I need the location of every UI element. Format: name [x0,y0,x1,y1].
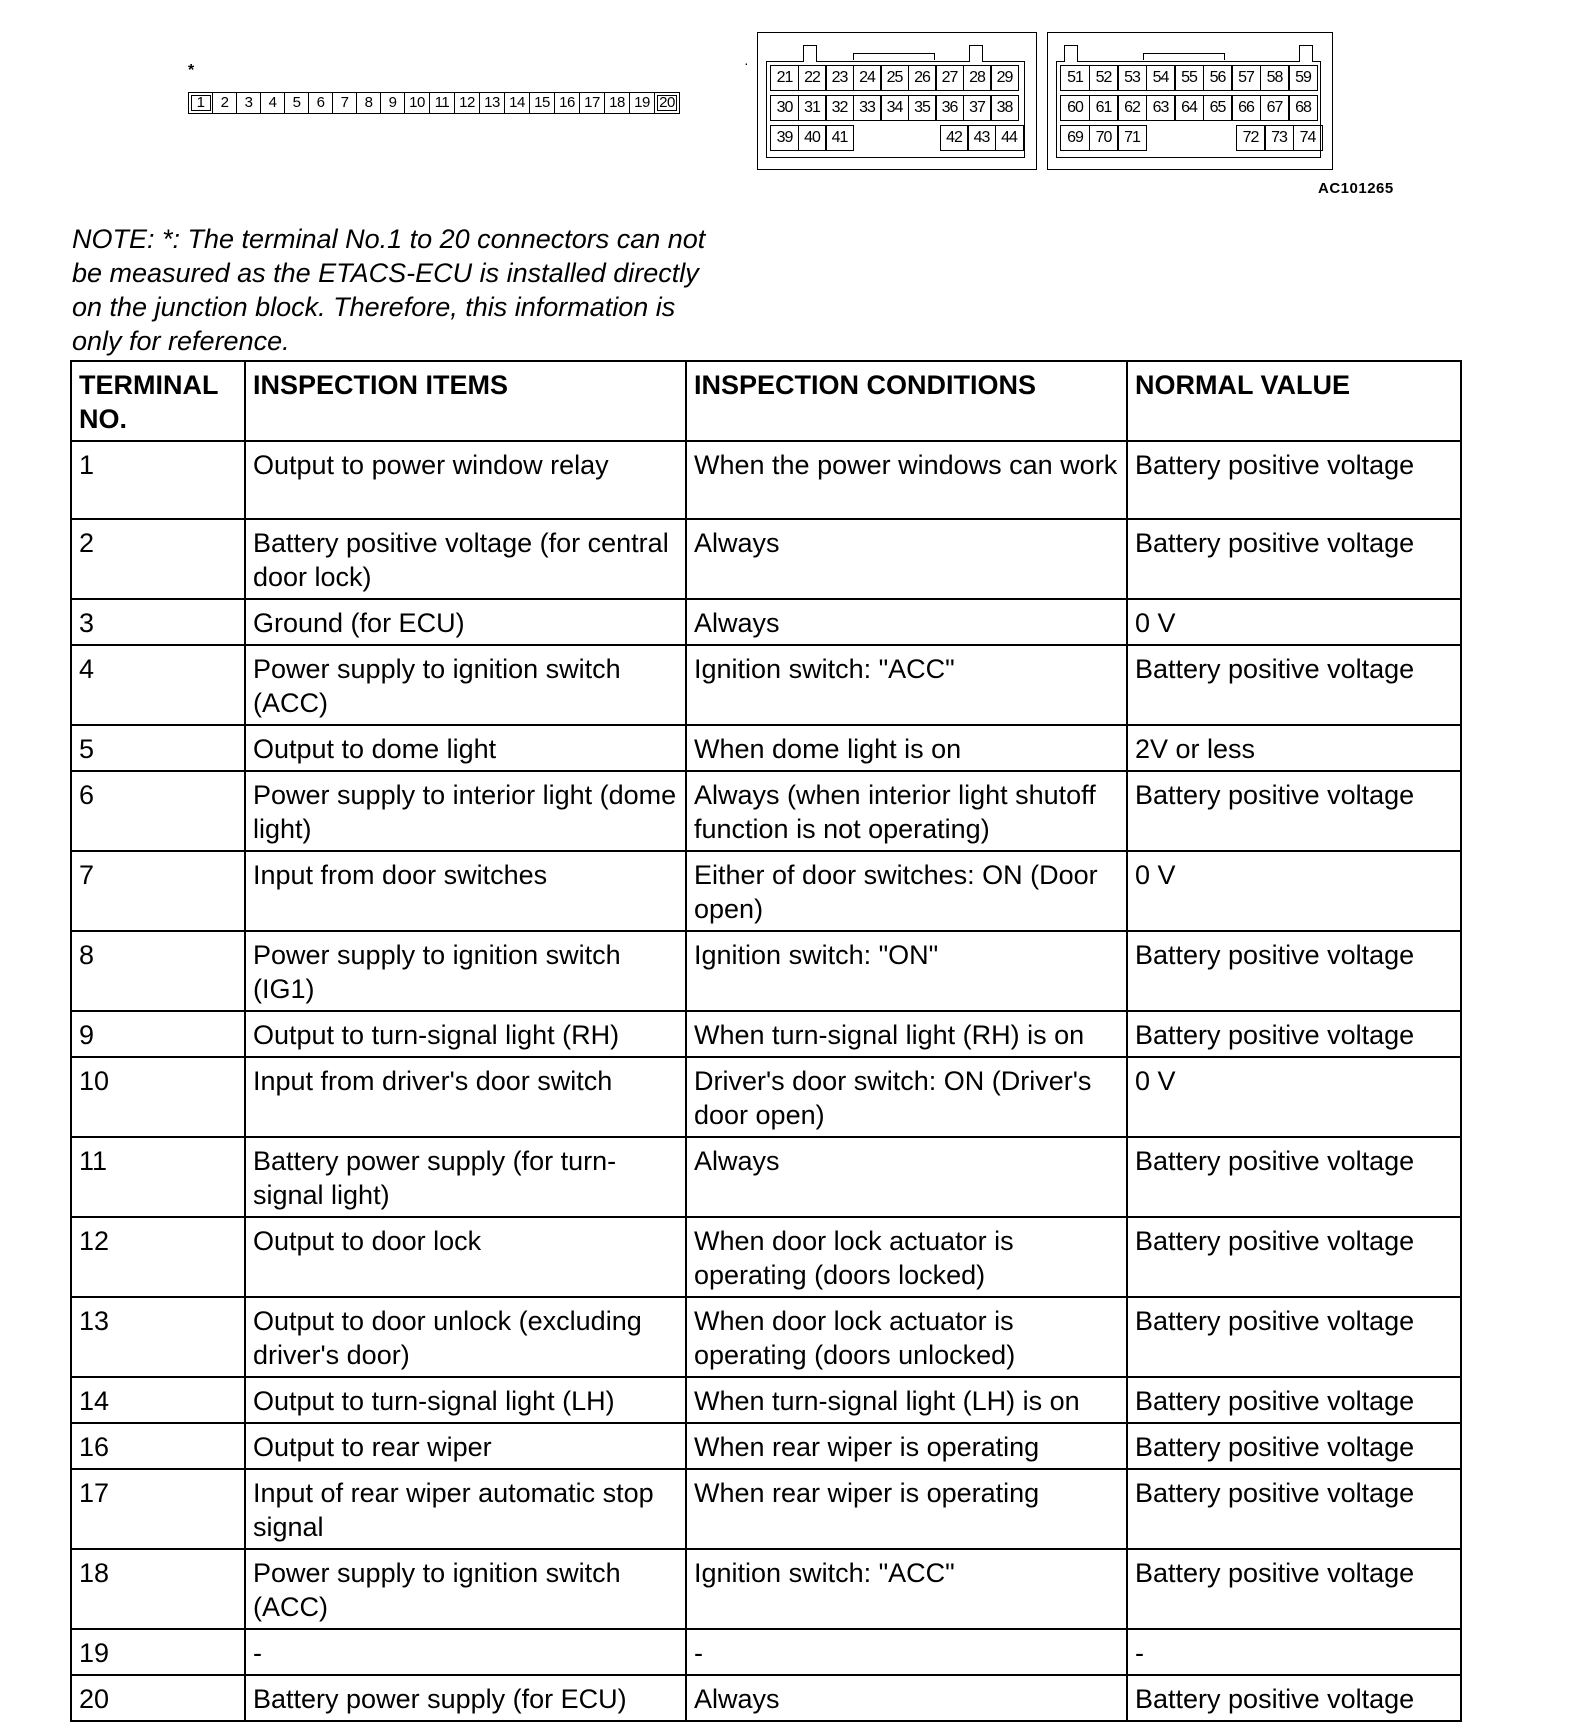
cell-inspection-item: Battery power supply (for turn-signal light) [245,1137,686,1217]
cell-normal-value: - [1127,1629,1461,1675]
connector-pin: 38 [990,95,1019,121]
cell-terminal-no: 4 [71,645,245,725]
connector-pin: 30 [770,95,799,121]
cell-inspection-condition: Always [686,599,1127,645]
connector-pin: 59 [1288,65,1318,91]
header-inspection-items: INSPECTION ITEMS [245,361,686,441]
cell-normal-value: Battery positive voltage [1127,645,1461,725]
connector-c [1047,32,1333,170]
figure-code: AC101265 [1318,180,1394,197]
cell-normal-value: Battery positive voltage [1127,1297,1461,1377]
cell-inspection-condition: When turn-signal light (LH) is on [686,1377,1127,1423]
connector-pin: 68 [1288,95,1318,121]
connector-pin: 63 [1146,95,1176,121]
cell-inspection-condition: When rear wiper is operating [686,1469,1127,1549]
connector-pin: 51 [1060,65,1090,91]
cell-inspection-item: - [245,1629,686,1675]
connector-b [757,32,1037,170]
cell-normal-value: Battery positive voltage [1127,771,1461,851]
table-row [71,645,1461,725]
cell-terminal-no: 2 [71,519,245,599]
connector-a-pin: 1 [189,93,213,113]
connector-pin: 23 [825,65,854,91]
connector-pin: 22 [798,65,827,91]
cell-normal-value: 2V or less [1127,725,1461,771]
connector-pin: 57 [1231,65,1261,91]
cell-normal-value: Battery positive voltage [1127,1217,1461,1297]
connector-pin: 66 [1231,95,1261,121]
table-row [71,1629,1461,1675]
cell-normal-value: 0 V [1127,599,1461,645]
cell-normal-value: 0 V [1127,851,1461,931]
note-line: NOTE: *: The terminal No.1 to 20 connectors can not [72,224,706,254]
connector-a-pin: 19 [630,93,655,113]
cell-inspection-item: Power supply to ignition switch (ACC) [245,1549,686,1629]
connector-pin: 28 [963,65,992,91]
cell-normal-value: 0 V [1127,1057,1461,1137]
connector-a-pin: 6 [309,93,333,113]
connector-a-pin: 7 [333,93,357,113]
connector-a-pin: 5 [285,93,309,113]
cell-inspection-condition: Always (when interior light shutoff function is not operating) [686,771,1127,851]
cell-normal-value: Battery positive voltage [1127,1137,1461,1217]
connector-pin: 60 [1060,95,1090,121]
cell-terminal-no: 1 [71,441,245,519]
connector-pin: 40 [798,125,827,151]
header-inspection-conditions: INSPECTION CONDITIONS [686,361,1127,441]
cell-inspection-condition: When turn-signal light (RH) is on [686,1011,1127,1057]
cell-inspection-item: Output to dome light [245,725,686,771]
cell-inspection-condition: When door lock actuator is operating (doors locked) [686,1217,1127,1297]
connector-a-pin: 8 [357,93,381,113]
cell-terminal-no: 9 [71,1011,245,1057]
connector-pin: 56 [1203,65,1233,91]
cell-inspection-item: Battery positive voltage (for central door lock) [245,519,686,599]
cell-normal-value: Battery positive voltage [1127,931,1461,1011]
connector-pin: 24 [853,65,882,91]
cell-inspection-item: Power supply to interior light (dome light) [245,771,686,851]
connector-pin: 65 [1203,95,1233,121]
cell-inspection-item: Output to door lock [245,1217,686,1297]
table-row [71,1297,1461,1377]
cell-inspection-item: Input from door switches [245,851,686,931]
cell-terminal-no: 11 [71,1137,245,1217]
table-header-row [71,361,1461,441]
table-row [71,771,1461,851]
connector-pin: 39 [770,125,799,151]
cell-terminal-no: 16 [71,1423,245,1469]
table-row [71,1217,1461,1297]
table-row [71,931,1461,1011]
cell-inspection-condition: - [686,1629,1127,1675]
cell-inspection-condition: When door lock actuator is operating (doors unlocked) [686,1297,1127,1377]
table-row [71,441,1461,519]
connector-pin: 55 [1174,65,1204,91]
cell-terminal-no: 12 [71,1217,245,1297]
reference-note [72,222,762,358]
connector-pin: 25 [880,65,909,91]
table-row [71,1011,1461,1057]
cell-terminal-no: 19 [71,1629,245,1675]
cell-inspection-item: Output to turn-signal light (RH) [245,1011,686,1057]
cell-normal-value: Battery positive voltage [1127,1377,1461,1423]
table-row [71,1377,1461,1423]
cell-terminal-no: 18 [71,1549,245,1629]
connector-pin: 64 [1174,95,1204,121]
connector-pin: 67 [1260,95,1290,121]
cell-normal-value: Battery positive voltage [1127,1675,1461,1721]
connector-pin: 34 [880,95,909,121]
connector-a-pin: 18 [605,93,630,113]
connector-a-pin: 12 [455,93,480,113]
table-row [71,1137,1461,1217]
connector-a-pin: 14 [505,93,530,113]
cell-inspection-item: Battery power supply (for ECU) [245,1675,686,1721]
connector-pin: 52 [1089,65,1119,91]
connector-a-pin: 20 [655,93,679,113]
cell-inspection-condition: When dome light is on [686,725,1127,771]
cell-terminal-no: 14 [71,1377,245,1423]
connector-pin: 27 [935,65,964,91]
table-row [71,599,1461,645]
cell-inspection-item: Output to power window relay [245,441,686,519]
cell-terminal-no: 5 [71,725,245,771]
cell-normal-value: Battery positive voltage [1127,441,1461,519]
connector-pin: 32 [825,95,854,121]
table-row [71,1469,1461,1549]
connector-pin: 42 [940,125,969,151]
connector-pin: 73 [1264,125,1294,151]
cell-terminal-no: 7 [71,851,245,931]
connector-pin: 31 [798,95,827,121]
connector-pin: 58 [1260,65,1290,91]
connector-pin: 37 [963,95,992,121]
cell-inspection-item: Ground (for ECU) [245,599,686,645]
connector-a-pin: 10 [405,93,430,113]
cell-terminal-no: 13 [71,1297,245,1377]
cell-inspection-condition: Driver's door switch: ON (Driver's door open) [686,1057,1127,1137]
connector-pin: 71 [1117,125,1147,151]
table-row [71,519,1461,599]
note-line: on the junction block. Therefore, this information is [72,292,676,322]
cell-terminal-no: 8 [71,931,245,1011]
connector-pin: 29 [990,65,1019,91]
connector-pin: 43 [967,125,996,151]
cell-normal-value: Battery positive voltage [1127,1423,1461,1469]
connector-pin: 35 [908,95,937,121]
cell-normal-value: Battery positive voltage [1127,1011,1461,1057]
connector-a-pin: 16 [555,93,580,113]
connector-a-pin: 11 [430,93,455,113]
connector-a-pin: 2 [213,93,237,113]
cell-inspection-item: Input of rear wiper automatic stop signal [245,1469,686,1549]
table-row [71,1057,1461,1137]
cell-inspection-condition: When the power windows can work [686,441,1127,519]
cell-inspection-item: Output to door unlock (excluding driver's door) [245,1297,686,1377]
connector-a-pin: 4 [261,93,285,113]
connector-a-pin: 17 [580,93,605,113]
table-row [71,725,1461,771]
note-line: be measured as the ETACS-ECU is installed directly [72,258,699,288]
cell-inspection-item: Power supply to ignition switch (IG1) [245,931,686,1011]
cell-inspection-item: Output to turn-signal light (LH) [245,1377,686,1423]
connector-pin: 26 [908,65,937,91]
table-row [71,851,1461,931]
cell-inspection-item: Power supply to ignition switch (ACC) [245,645,686,725]
connector-a-pin: 3 [237,93,261,113]
cell-normal-value: Battery positive voltage [1127,1549,1461,1629]
cell-inspection-condition: Always [686,519,1127,599]
cell-terminal-no: 17 [71,1469,245,1549]
connector-dot-marker: · [744,55,749,71]
cell-normal-value: Battery positive voltage [1127,1469,1461,1549]
cell-terminal-no: 20 [71,1675,245,1721]
connector-a-pin: 9 [381,93,405,113]
cell-inspection-item: Output to rear wiper [245,1423,686,1469]
connector-pin: 62 [1117,95,1147,121]
cell-inspection-condition: Always [686,1137,1127,1217]
cell-inspection-condition: Either of door switches: ON (Door open) [686,851,1127,931]
connector-pin: 61 [1089,95,1119,121]
table-row [71,1675,1461,1721]
connector-pin: 33 [853,95,882,121]
table-row [71,1549,1461,1629]
reference-star-marker: * [188,62,195,79]
cell-inspection-condition: Ignition switch: "ON" [686,931,1127,1011]
cell-terminal-no: 3 [71,599,245,645]
cell-inspection-condition: Ignition switch: "ACC" [686,645,1127,725]
note-line: only for reference. [72,326,290,356]
connector-pin: 53 [1117,65,1147,91]
header-terminal-no: TERMINAL NO. [71,361,245,441]
cell-terminal-no: 10 [71,1057,245,1137]
connector-pin: 41 [825,125,854,151]
connector-pin: 44 [995,125,1024,151]
connector-pin: 74 [1293,125,1323,151]
connector-pin: 36 [935,95,964,121]
connector-a-pin-strip [188,92,680,114]
cell-inspection-item: Input from driver's door switch [245,1057,686,1137]
table-row [71,1423,1461,1469]
connector-pin: 21 [770,65,799,91]
connector-pin: 70 [1089,125,1119,151]
connector-a-pin: 15 [530,93,555,113]
connector-pin: 54 [1146,65,1176,91]
connector-a-pin: 13 [480,93,505,113]
inspection-table [70,360,1462,1722]
cell-inspection-condition: When rear wiper is operating [686,1423,1127,1469]
connector-pin: 72 [1236,125,1266,151]
connector-pin: 69 [1060,125,1090,151]
cell-inspection-condition: Always [686,1675,1127,1721]
cell-normal-value: Battery positive voltage [1127,519,1461,599]
cell-terminal-no: 6 [71,771,245,851]
cell-inspection-condition: Ignition switch: "ACC" [686,1549,1127,1629]
header-normal-value: NORMAL VALUE [1127,361,1461,441]
